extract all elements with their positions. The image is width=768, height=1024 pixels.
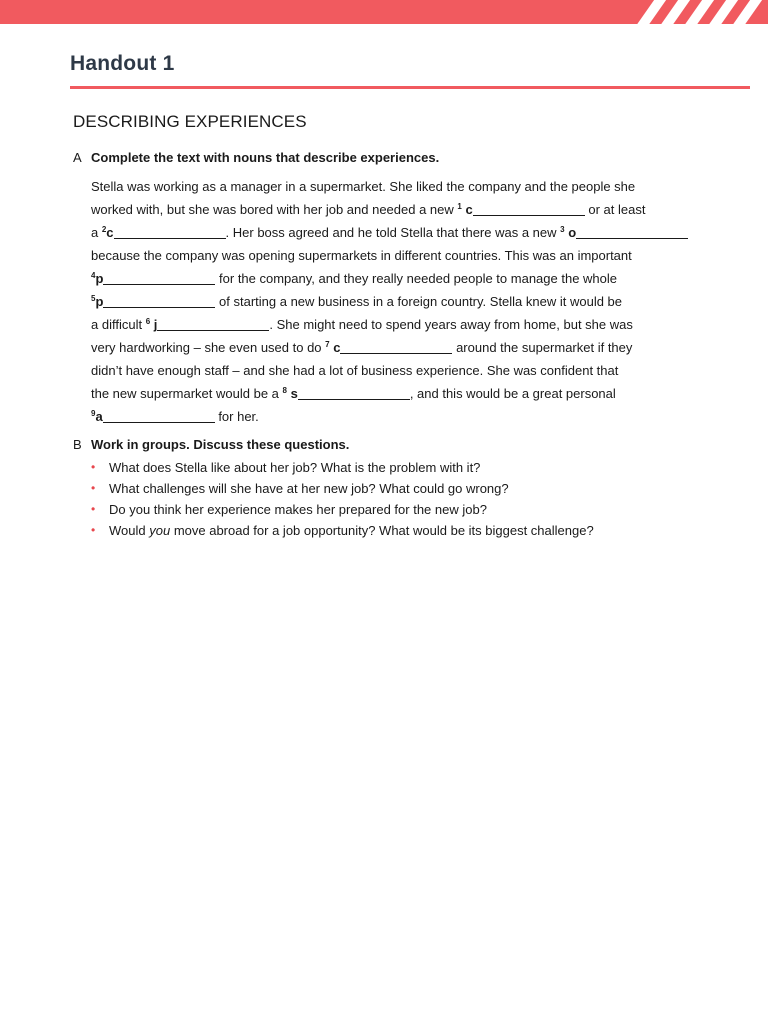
exercise-b-letter: B bbox=[73, 437, 82, 452]
text-line: didn’t have enough staff – and she had a lot of business experience. She was confident that bbox=[91, 363, 619, 378]
gap-initial: p bbox=[95, 271, 104, 286]
gap-initial: j bbox=[153, 317, 158, 332]
list-item: • Would you move abroad for a job opportunity? What would be its biggest challenge? bbox=[91, 520, 594, 541]
bullet-icon: • bbox=[91, 481, 96, 495]
bullet-icon: • bbox=[91, 460, 96, 474]
text-line: $^4$p for the company, and they really needed people to manage the whole bbox=[91, 271, 618, 286]
emphasis-word: you bbox=[149, 523, 171, 538]
gap-initial: c bbox=[465, 202, 473, 217]
bullet-icon: • bbox=[91, 502, 96, 516]
gap-initial: p bbox=[95, 294, 104, 309]
gap-number: 9 bbox=[91, 409, 96, 418]
text-line: the new supermarket would be a $^8$ s , and this would be a great personal bbox=[91, 386, 616, 401]
answer-blank-3[interactable] bbox=[576, 226, 688, 239]
gap-number: 6 bbox=[145, 317, 151, 326]
gap-number: 2 bbox=[101, 225, 107, 234]
answer-blank-9[interactable] bbox=[103, 410, 215, 423]
list-item: • What does Stella like about her job? What is the problem with it? bbox=[91, 457, 594, 478]
gap-initial: c bbox=[333, 340, 341, 355]
answer-blank-1[interactable] bbox=[473, 203, 585, 216]
exercise-b-instruction: Work in groups. Discuss these questions. bbox=[91, 437, 350, 452]
text-line: very hardworking – she even used to do $^7$ c around the supermarket if they bbox=[91, 340, 633, 355]
gap-initial: c bbox=[106, 225, 114, 240]
text-line: a $^2$c . Her boss agreed and he told Stella that there was a new $^3$ o bbox=[91, 221, 691, 244]
bullet-icon: • bbox=[91, 523, 96, 537]
gap-initial: s bbox=[290, 386, 298, 401]
gap-number: 4 bbox=[91, 271, 96, 280]
list-item: • Do you think her experience makes her prepared for the new job? bbox=[91, 499, 594, 520]
list-item: • What challenges will she have at her new job? What could go wrong? bbox=[91, 478, 594, 499]
answer-blank-2[interactable] bbox=[114, 226, 226, 239]
gap-number: 1 bbox=[457, 202, 462, 211]
gap-initial: o bbox=[568, 225, 577, 240]
text-line: $^9$a for her. bbox=[91, 409, 259, 424]
text-line: a difficult $^6$ j . She might need to spend years away from home, but she was bbox=[91, 317, 633, 332]
gap-number: 7 bbox=[325, 340, 330, 349]
text-line: $^5$p of starting a new business in a foreign country. Stella knew it would be bbox=[91, 294, 623, 309]
text-line: because the company was opening supermarkets in different countries. This was an important bbox=[91, 248, 632, 263]
discussion-questions bbox=[91, 457, 594, 541]
exercise-a-text bbox=[91, 175, 691, 428]
top-banner bbox=[0, 0, 768, 24]
answer-blank-5[interactable] bbox=[103, 295, 215, 308]
answer-blank-8[interactable] bbox=[298, 387, 410, 400]
exercise-a-instruction: Complete the text with nouns that describe experiences. bbox=[91, 150, 440, 165]
title-divider bbox=[70, 86, 750, 89]
gap-number: 5 bbox=[91, 294, 96, 303]
gap-initial: a bbox=[95, 409, 103, 424]
exercise-a-letter: A bbox=[73, 150, 82, 165]
answer-blank-7[interactable] bbox=[340, 341, 452, 354]
gap-number: 8 bbox=[282, 386, 287, 395]
page-title: Handout 1 bbox=[70, 52, 175, 75]
answer-blank-4[interactable] bbox=[103, 272, 215, 285]
section-heading: DESCRIBING EXPERIENCES bbox=[73, 112, 307, 131]
gap-number: 3 bbox=[560, 225, 565, 234]
text-line: worked with, but she was bored with her job and needed a new $^1$ c or at least bbox=[91, 202, 646, 217]
text-line: Stella was working as a manager in a supermarket. She liked the company and the people she bbox=[91, 179, 636, 194]
answer-blank-6[interactable] bbox=[157, 318, 269, 331]
